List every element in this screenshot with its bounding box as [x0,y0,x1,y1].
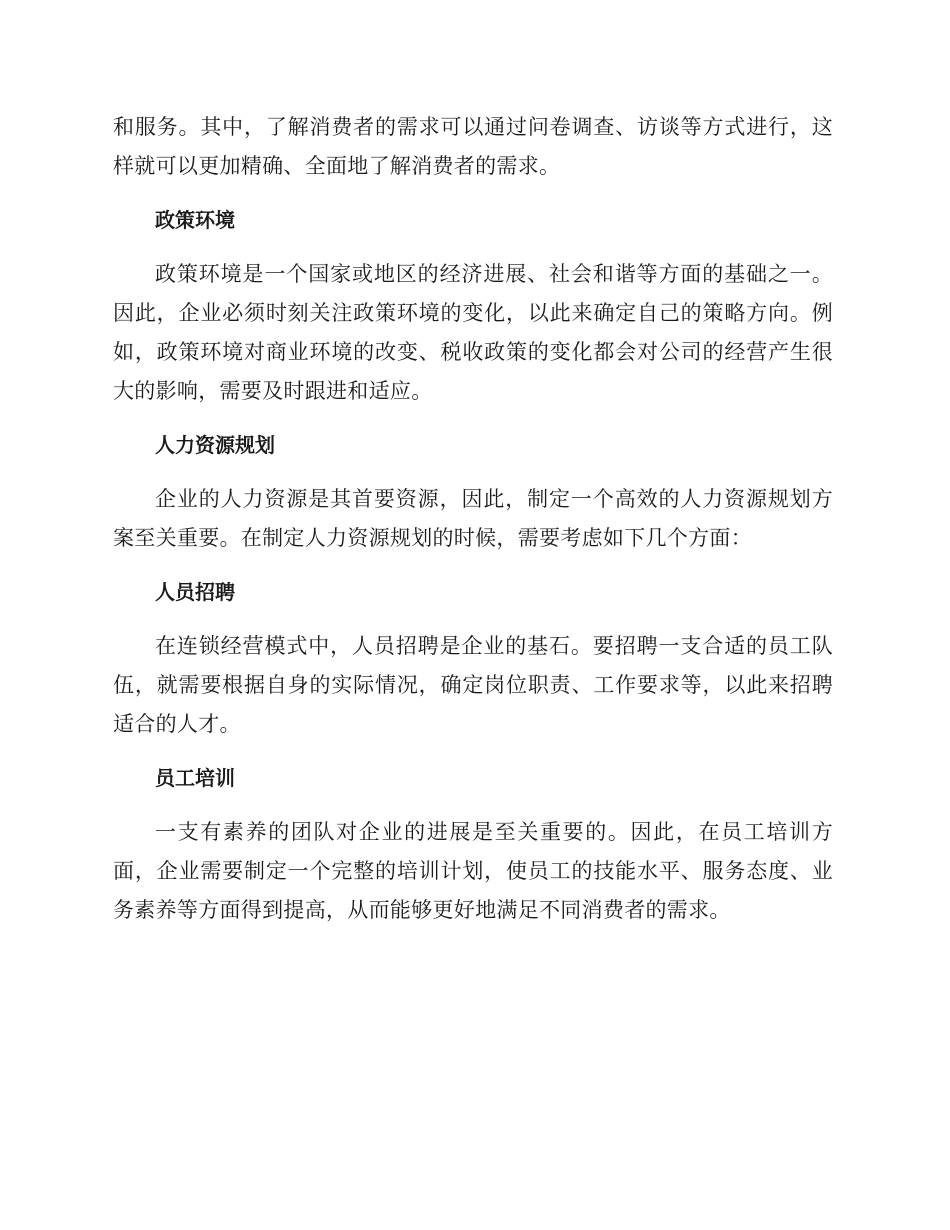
heading-policy-environment: 政策环境 [155,208,235,232]
heading-hr-planning: 人力资源规划 [155,433,275,457]
paragraph-staff-training: 一支有素养的团队对企业的进展是至关重要的。因此，在员工培训方面，企业需要制定一个完整的培训计划，使员工的技能水平、服务态度、业务素养等方面得到提高，从而能够更好地满足不同消费者的需求。 [113,820,833,922]
paragraph-policy-environment: 政策环境是一个国家或地区的经济进展、社会和谐等方面的基础之一。因此，企业必须时刻关注政策环境的变化，以此来确定自己的策略方向。例如，政策环境对商业环境的改变、税收政策的变化都会对公司的经营产生很大的影响，需要及时跟进和适应。 [113,262,833,403]
paragraph-hr-planning: 企业的人力资源是其首要资源，因此，制定一个高效的人力资源规划方案至关重要。在制定人力资源规划的时候，需要考虑如下几个方面： [113,487,833,550]
paragraph-recruitment: 在连锁经营模式中，人员招聘是企业的基石。要招聘一支合适的员工队伍，就需要根据自身的实际情况，确定岗位职责、工作要求等，以此来招聘适合的人才。 [113,634,833,736]
heading-staff-training: 员工培训 [155,766,235,790]
heading-recruitment: 人员招聘 [155,580,235,604]
paragraph-consumer-needs: 和服务。其中，了解消费者的需求可以通过问卷调查、访谈等方式进行，这样就可以更加精确、全面地了解消费者的需求。 [113,115,833,178]
document-body [113,108,833,945]
